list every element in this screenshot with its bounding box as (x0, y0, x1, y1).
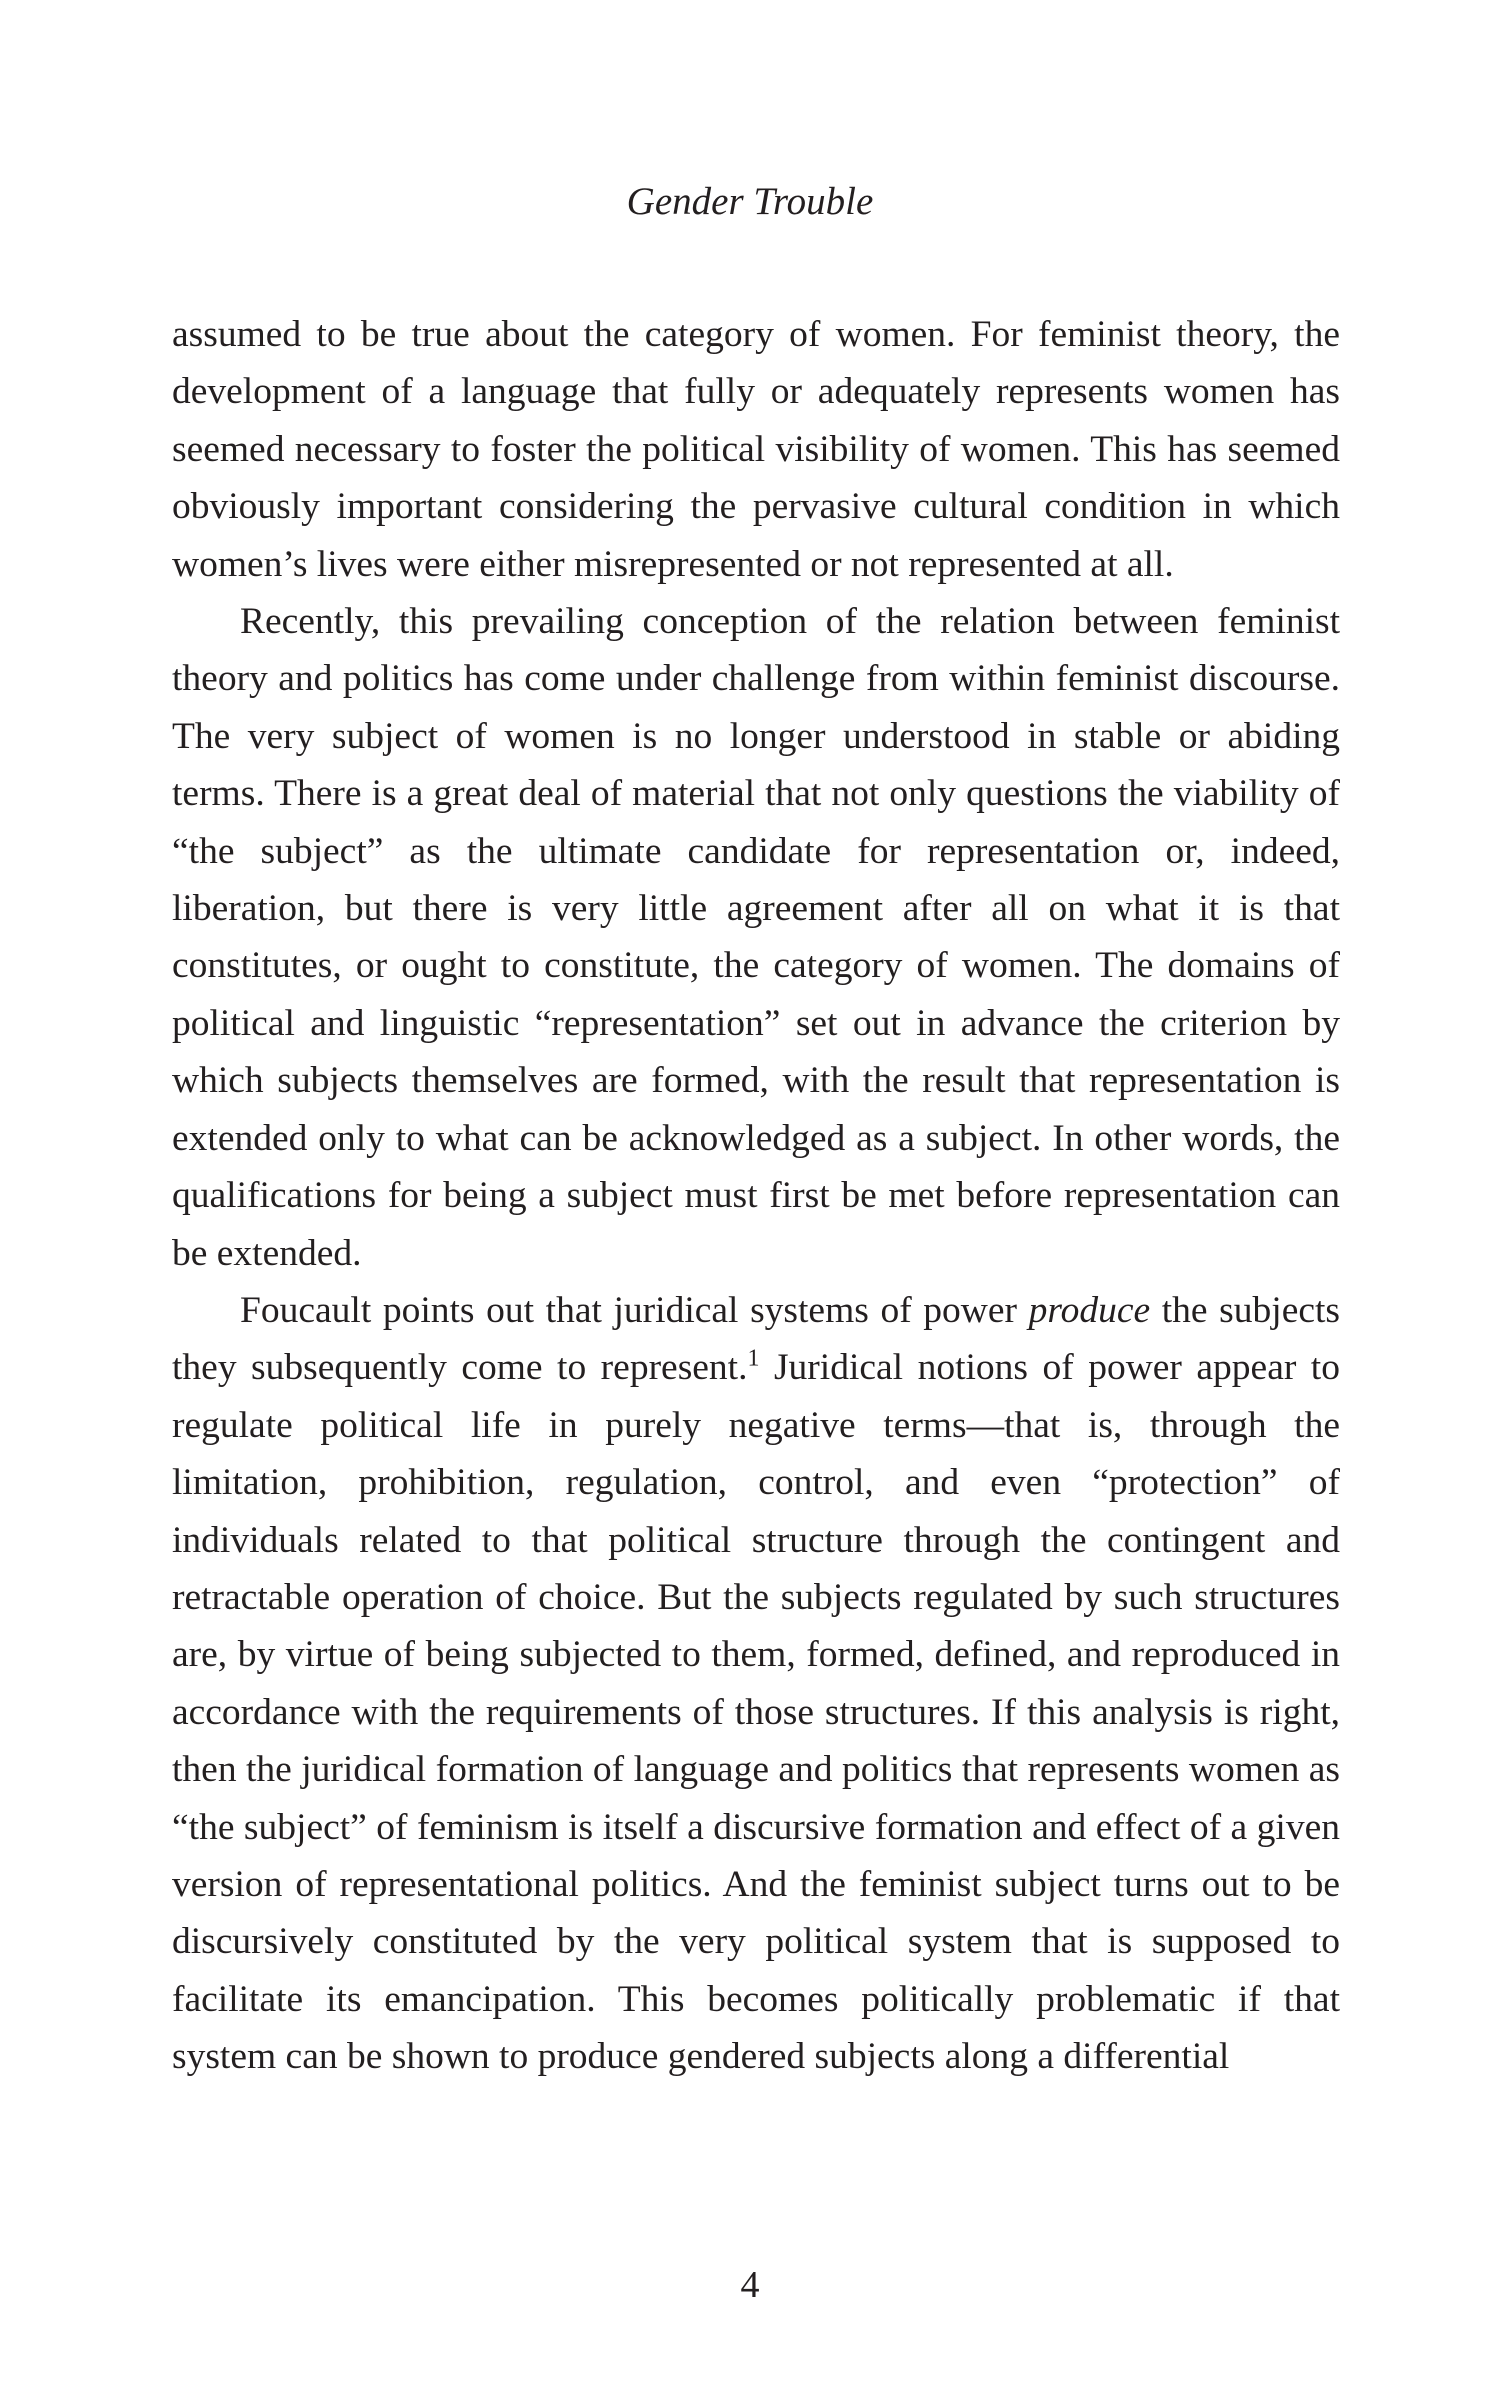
paragraph-3-text-middle: the subjects they subsequently come to represent. (172, 1289, 1340, 1389)
footnote-reference[interactable]: 1 (747, 1345, 760, 1372)
italic-word-produce: produce (1028, 1289, 1151, 1331)
paragraph-3-text-end: Juridical notions of power appear to regulate political life in purely negative terms—that is, through the limitation, prohibition, regulation, control, and even “protection” of individuals related to that political structure through the contingent and retractable operation of choice. But the subjects regulated by such structures are, by virtue of being subjected to them, formed, defined, and reproduced in accordance with the requirements of those structures. If this analysis is right, then the juridical formation of language and politics that represents women as “the subject” of feminism is itself a discursive formation and effect of a given version of representational politics. And the feminist subject turns out to be discursively constituted by the very political system that is supposed to facilitate its emancipation. This becomes politically problematic if that system can be shown to produce gendered subjects along a differential (172, 1347, 1340, 2078)
body-text (172, 306, 1340, 2086)
paragraph-2: Recently, this prevailing conception of the relation between feminist theory and politics has come under challenge from within feminist discourse. The very subject of women is no longer understood in stable or abiding terms. There is a great deal of material that not only questions the viability of “the subject” as the ultimate candidate for representation or, indeed, liberation, but there is very little agreement after all on what it is that constitutes, or ought to constitute, the category of women. The domains of political and linguistic “representation” set out in advance the criterion by which subjects themselves are formed, with the result that representation is extended only to what can be acknowledged as a subject. In other words, the qualifications for being a subject must first be met before representation can be extended. (172, 601, 1340, 1274)
page-number: 4 (740, 2264, 760, 2306)
paragraph-1: assumed to be true about the category of women. For feminist theory, the development of a language that fully or adequately represents women has seemed necessary to foster the political visibility of women. This has seemed obviously important considering the pervasive cultural condition in which women’s lives were either misrepresented or not represented at all. (172, 314, 1340, 585)
paragraph-3 (172, 1282, 1340, 2086)
paragraph-3-text-start: Foucault points out that juridical systems of power (240, 1289, 1029, 1331)
running-head: Gender Trouble (626, 180, 874, 223)
